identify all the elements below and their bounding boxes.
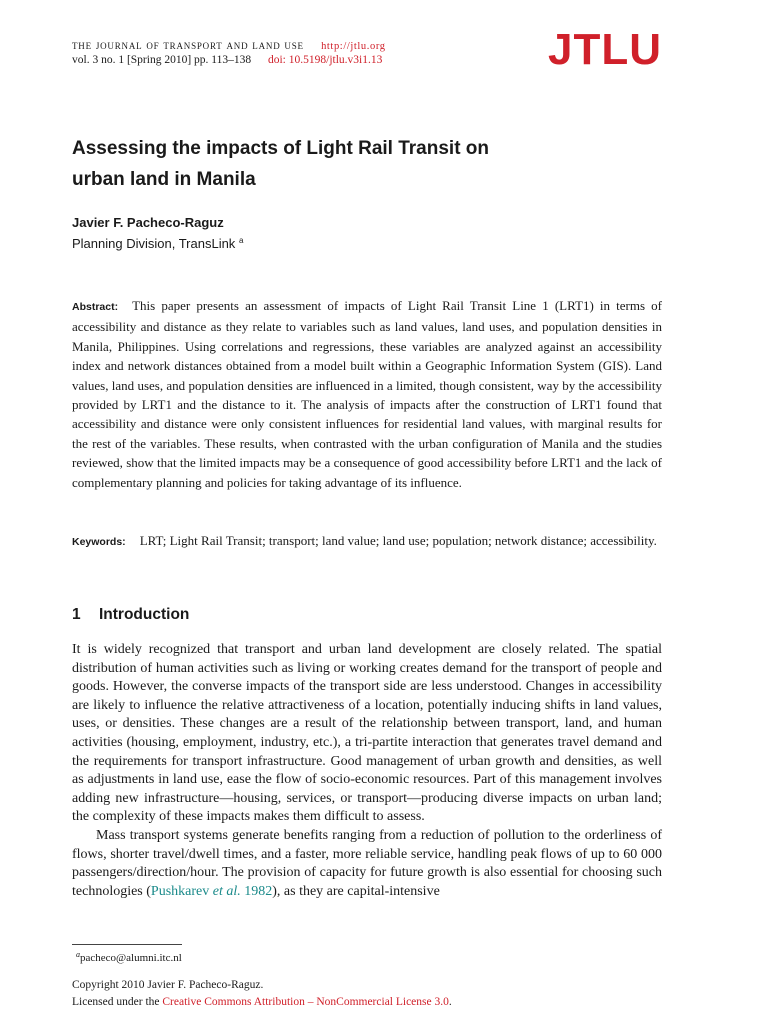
section-heading (72, 606, 189, 624)
body-text (72, 641, 662, 901)
citation-etal: et al. (212, 883, 241, 899)
journal-name: the journal of transport and land use (72, 38, 304, 52)
affiliation-text: Planning Division, TransLink (72, 236, 236, 251)
title-line-1: Assessing the impacts of Light Rail Transit on (72, 138, 490, 159)
keywords-text: LRT; Light Rail Transit; transport; land value; land use; population; network distance; accessibility. (139, 533, 657, 548)
abstract (72, 296, 662, 492)
paragraph-2 (72, 827, 662, 901)
license-prefix: Licensed under the (72, 996, 163, 1008)
footnote-rule (72, 944, 182, 945)
copyright-block (72, 977, 452, 1011)
license-line (72, 994, 452, 1011)
jtlu-logo: JTLU (548, 25, 662, 74)
author-affiliation (72, 236, 243, 251)
abstract-label: Abstract: (72, 301, 119, 313)
footnote-mark: a (76, 950, 80, 959)
license-link[interactable]: Creative Commons Attribution – NonCommercial License 3.0 (162, 996, 449, 1008)
section-number: 1 (72, 606, 81, 623)
keywords (72, 532, 662, 551)
paragraph-2-tail: ), as they are capital-intensive (272, 883, 440, 899)
volume-info: vol. 3 no. 1 [Spring 2010] pp. 113–138 (72, 54, 252, 66)
journal-header-line (72, 38, 386, 53)
doi-link[interactable]: doi: 10.5198/jtlu.v3i1.13 (267, 54, 383, 66)
affiliation-mark: a (238, 236, 244, 245)
citation-author: Pushkarev (150, 883, 213, 899)
abstract-text: This paper presents an assessment of impacts of Light Rail Transit Line 1 (LRT1) in terms of accessibility and distance as they relate to variables such as land values, land uses, and population densities in Manila, Philippines. Using correlations and regressions, these variables are analyzed against an accessibility index and network distances obtained from a model built within a Geographic Information System (GIS). Land values, land uses, and population densities are influenced in a limited, though consistent, way by the accessibility provided by LRT1 and the distance to it. The analysis of impacts after the construction of LRT1 found that accessibility and distance were only consistent influences for residential land values, with marginal results for the rest of the variables. These results, when contrasted with the urban configuration of Manila and the studies reviewed, show that the limited impacts may be a consequence of good accessibility before LRT1 and the lack of complementary planning and policies for taking advantage of its influence. (72, 298, 662, 490)
title-line-2: urban land in Manila (72, 169, 256, 190)
journal-url-link[interactable]: http://jtlu.org (321, 41, 386, 52)
paragraph-2-text: Mass transport systems generate benefits ranging from a reduction of pollution to the orderliness of flows, shorter travel/dwell times, and a faster, more reliable service, handling peak flows of up to 60 000 passengers/direction/hour. The provision of capacity for future growth is also essential for choosing such technologies ( (72, 827, 662, 899)
section-title: Introduction (99, 606, 190, 623)
author-name: Javier F. Pacheco-Raguz (72, 215, 224, 230)
footnote (76, 950, 182, 964)
issue-info-line (72, 54, 382, 66)
paragraph-1: It is widely recognized that transport and urban land development are closely related. The spatial distribution of human activities such as living or working creates demand for the transport of people and goods. However, the converse impacts of the transport side are less understood. Changes in accessibility are likely to influence the relative attractiveness of a location, potentially inducing shifts in land values, uses, or densities. These changes are a result of the relationship between transport, land, and human activities (housing, employment, industry, etc.), a tri-partite interaction that generates travel demand and the requirements for transport infrastructure. Good management of urban growth and densities, as well as adjustments in land use, ease the flow of socio-economic resources. Part of this management involves adding new infrastructure—housing, services, or transport—producing diverse impacts on urban land; the complexity of these impacts makes them difficult to assess. (72, 642, 662, 825)
copyright-line: Copyright 2010 Javier F. Pacheco-Raguz. (72, 979, 264, 991)
keywords-label: Keywords: (72, 536, 126, 548)
paper-title (72, 133, 592, 195)
license-suffix: . (448, 996, 452, 1008)
footnote-email: pacheco@alumni.itc.nl (80, 952, 182, 964)
citation-link[interactable] (151, 884, 272, 899)
citation-year: 1982 (240, 883, 273, 899)
